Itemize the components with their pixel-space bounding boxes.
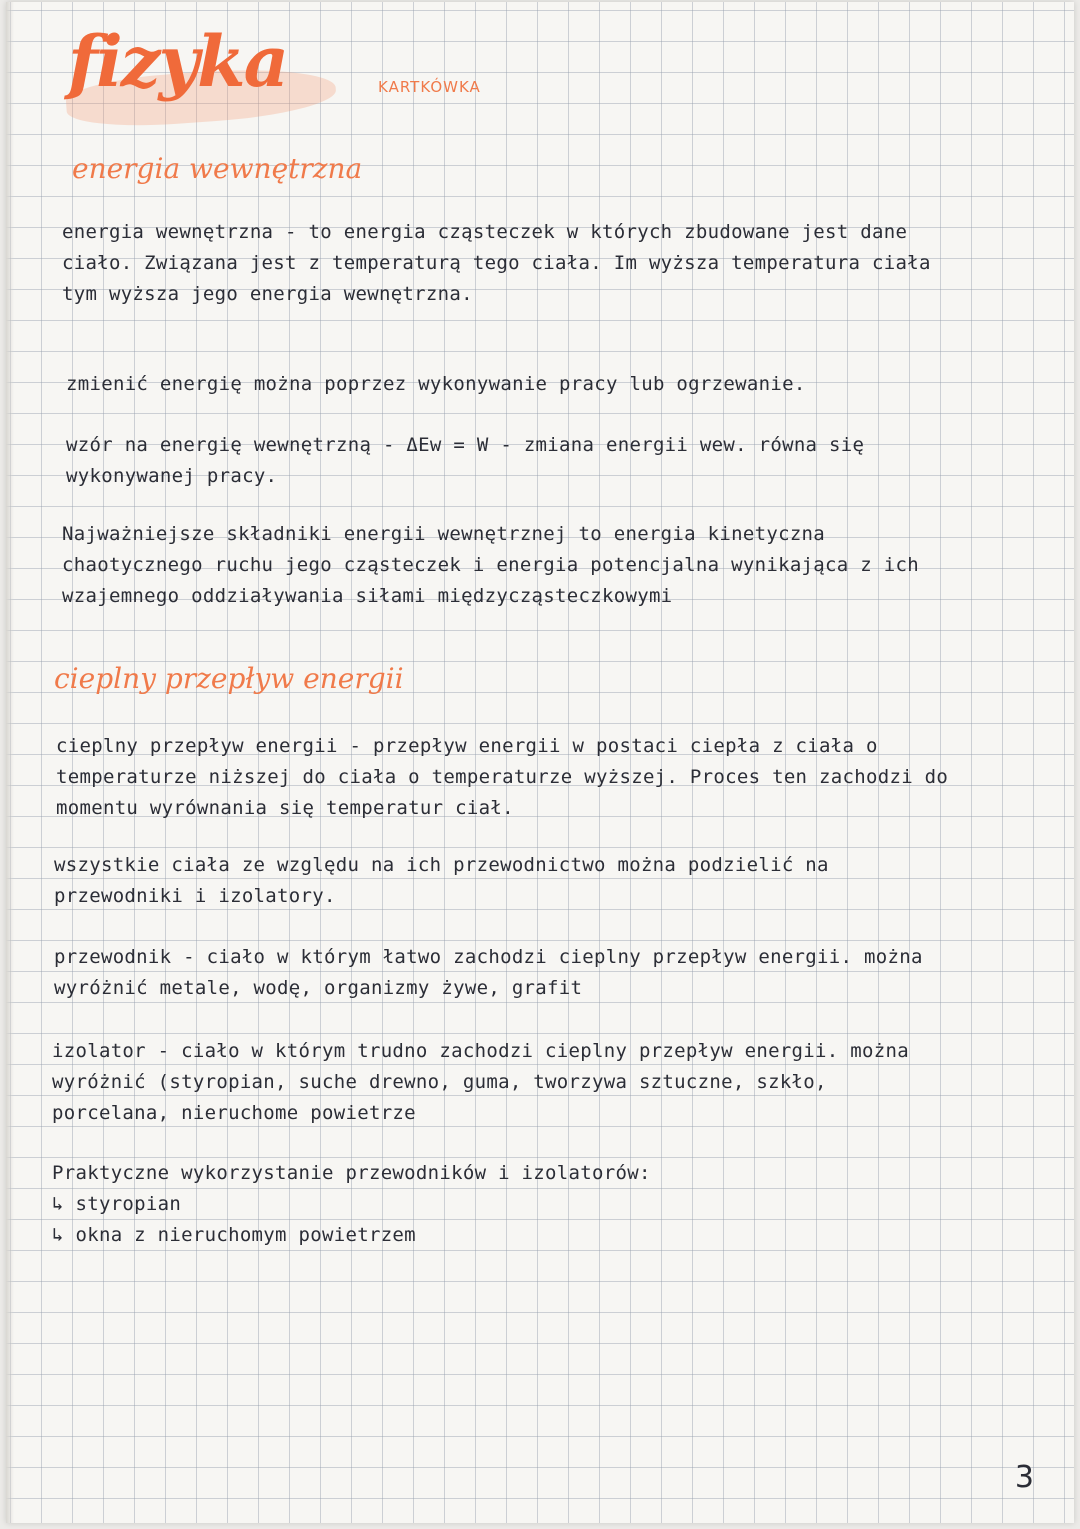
paragraph-components: Najważniejsze składniki energii wewnętrznej to energia kinetyczna chaotycznego ruchu jego cząsteczek i energia potencjalna wynikająca z ich wzajemnego oddziaływania siłami międzycząsteczkowymi	[62, 523, 919, 607]
list-title: Praktyczne wykorzystanie przewodników i izolatorów:	[52, 1162, 651, 1184]
notebook-page	[6, 2, 1074, 1523]
paragraph-conductor: przewodnik - ciało w którym łatwo zachodzi cieplny przepływ energii. można wyróżnić metale, wodę, organizmy żywe, grafit	[54, 946, 923, 999]
section-heading-internal-energy: energia wewnętrzna	[72, 152, 363, 185]
paragraph-heat-flow-definition: cieplny przepływ energii - przepływ energii w postaci ciepła z ciała o temperaturze niższej do ciała o temperaturze wyższej. Proces ten zachodzi do momentu wyrównania się temperatur ciał.	[56, 735, 949, 819]
paragraph-formula: wzór na energię wewnętrzną - ΔEw = W - zmiana energii wew. równa się wykonywanej pracy.	[66, 434, 865, 487]
practical-uses-list	[48, 1158, 948, 1251]
paragraph-change-energy: zmienić energię można poprzez wykonywanie pracy lub ogrzewanie.	[66, 373, 806, 395]
page-subtitle: KARTKÓWKA	[378, 78, 481, 96]
list-item: ↳ styropian	[52, 1193, 182, 1215]
list-item: ↳ okna z nieruchomym powietrzem	[52, 1224, 416, 1246]
page-number: 3	[1014, 1460, 1034, 1495]
paragraph-classification: wszystkie ciała ze względu na ich przewodnictwo można podzielić na przewodniki i izolatory.	[54, 854, 829, 907]
paragraph-insulator: izolator - ciało w którym trudno zachodzi cieplny przepływ energii. można wyróżnić (styropian, suche drewno, guma, tworzywa sztuczne, szkło, porcelana, nieruchome powietrze	[52, 1040, 909, 1124]
page-edge	[6, 2, 14, 1523]
paragraph-definition: energia wewnętrzna - to energia cząsteczek w których zbudowane jest dane ciało. Związana jest z temperaturą tego ciała. Im wyższa temperatura ciała tym wyższa jego energia wewnętrzna.	[62, 221, 931, 305]
section-heading-heat-flow: cieplny przepływ energii	[54, 662, 404, 695]
page-title: fizyka	[68, 20, 287, 103]
